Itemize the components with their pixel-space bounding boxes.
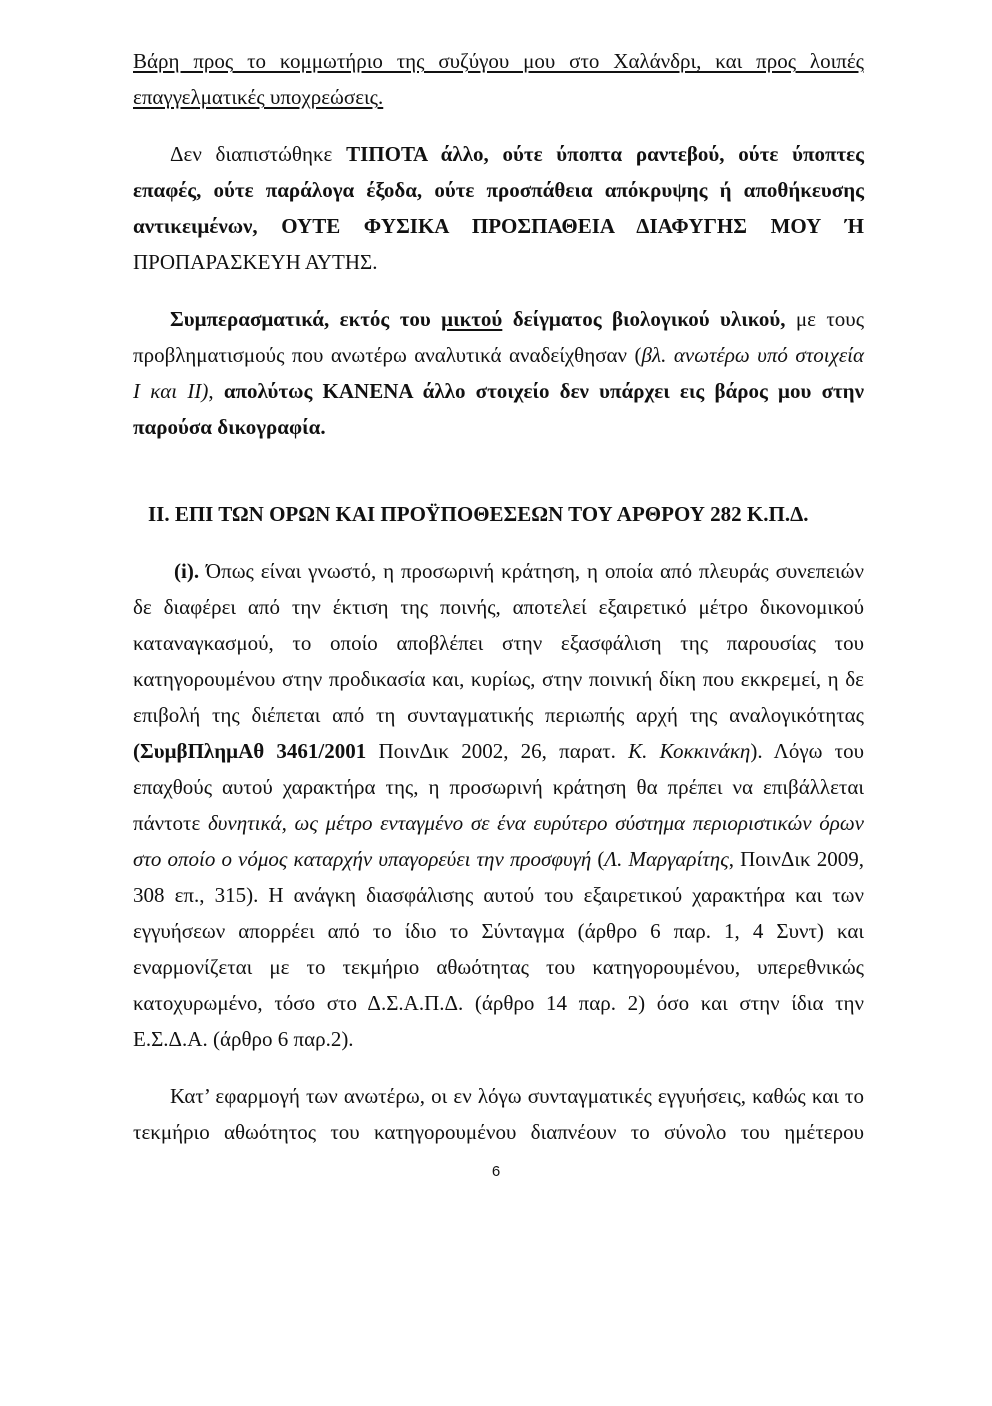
italic-text: Ι και ΙΙ) bbox=[133, 379, 209, 403]
paragraph-line bbox=[133, 212, 864, 240]
paragraph-line: εναρμονίζεται με το τεκμήριο αθωότητας του κατηγορουμένου, υπερεθνικώς bbox=[133, 955, 864, 979]
paragraph-line bbox=[174, 557, 864, 585]
text-run: ΠοινΔικ 2002, 26, παρατ. bbox=[366, 739, 629, 763]
bold-text: δείγματος βιολογικού υλικού, bbox=[502, 307, 786, 331]
text-run: με τους bbox=[785, 307, 865, 331]
paragraph-line: επιβολή της διέπεται από τη συνταγματικής περιωπής αρχή της αναλογικότητας bbox=[133, 703, 864, 727]
italic-text: Λ. Μαργαρίτης bbox=[604, 847, 729, 871]
paragraph-line: επαχθούς αυτού χαρακτήρα της, η προσωρινή κράτηση θα πρέπει να επιβάλλεται bbox=[133, 775, 864, 799]
italic-text: Κ. Κοκκινάκη bbox=[628, 739, 751, 763]
bold-text: (i). bbox=[174, 559, 200, 583]
bold-text: Συμπερασματικά, εκτός του bbox=[170, 307, 442, 331]
paragraph-line: τεκμήριο αθωότητος του κατηγορουμένου διαπνέουν το σύνολο του ημέτερου bbox=[133, 1120, 864, 1144]
bold-underlined-text: μικτού bbox=[441, 307, 503, 331]
bold-text: επαφές, ούτε παράλογα έξοδα, ούτε προσπάθεια απόκρυψης ή αποθήκευσης bbox=[133, 178, 864, 202]
text-run: Όπως είναι γνωστό, η προσωρινή κράτηση, η οποία από πλευράς συνεπειών bbox=[199, 559, 864, 583]
paragraph-line: κατηγορουμένου στην προδικασία και, κυρίως, στην ποινική δίκη που εκκρεμεί, η δε bbox=[133, 667, 864, 691]
paragraph-line: επαγγελματικές υποχρεώσεις. bbox=[133, 85, 384, 109]
bold-text: (ΣυμβΠλημΑθ 3461/2001 bbox=[133, 739, 367, 763]
text-run: προβληματισμούς που ανωτέρω αναλυτικά αναδείχθησαν ( bbox=[133, 343, 642, 367]
paragraph-line: 308 επ., 315). Η ανάγκη διασφάλισης αυτού του εξαιρετικού χαρακτήρα και των bbox=[133, 883, 864, 907]
paragraph-line bbox=[133, 341, 864, 369]
paragraph-line bbox=[133, 413, 864, 441]
page-number: 6 bbox=[491, 1163, 501, 1180]
paragraph-line bbox=[170, 140, 864, 168]
paragraph-line: δε διαφέρει από την έκτιση της ποινής, αποτελεί εξαιρετικό μέτρο δικονομικού bbox=[133, 595, 864, 619]
text-run: Δεν διαπιστώθηκε bbox=[170, 142, 347, 166]
bold-text: ΤΙΠΟΤΑ άλλο, ούτε ύποπτα ραντεβού, ούτε ύποπτες bbox=[346, 142, 865, 166]
bold-text: αντικειμένων, ΟΥΤΕ ΦΥΣΙΚΑ ΠΡΟΣΠΑΘΕΙΑ ΔΙΑΦΥΓΗΣ ΜΟΥ Ή bbox=[133, 214, 864, 238]
paragraph-line: κατοχυρωμένο, τόσο στο Δ.Σ.Α.Π.Δ. (άρθρο 14 παρ. 2) όσο και στην ίδια την bbox=[133, 991, 864, 1015]
paragraph-line bbox=[170, 305, 864, 333]
paragraph-line bbox=[133, 176, 864, 204]
paragraph-line bbox=[133, 737, 864, 765]
paragraph-line bbox=[133, 377, 864, 405]
paragraph-line: εγγυήσεων απορρέει από το ίδιο το Σύνταγμα (άρθρο 6 παρ. 1, 4 Συντ) και bbox=[133, 919, 864, 943]
bold-text: απολύτως ΚΑΝΕΝΑ άλλο στοιχείο δεν υπάρχει εις βάρος μου στην bbox=[223, 379, 864, 403]
bold-text: παρούσα δικογραφία. bbox=[133, 415, 326, 439]
section-heading: ΙΙ. ΕΠΙ ΤΩΝ ΟΡΩΝ ΚΑΙ ΠΡΟΫΠΟΘΕΣΕΩΝ ΤΟΥ ΑΡΘΡΟΥ 282 Κ.Π.Δ. bbox=[148, 502, 809, 526]
paragraph-line bbox=[133, 809, 864, 837]
text-run: , bbox=[208, 379, 224, 403]
paragraph-line: Ε.Σ.Δ.Α. (άρθρο 6 παρ.2). bbox=[133, 1027, 354, 1051]
paragraph-line: ΠΡΟΠΑΡΑΣΚΕΥΗ ΑΥΤΗΣ. bbox=[133, 250, 378, 274]
paragraph-line: καταναγκασμού, το οποίο αποβλέπει στην εξασφάλιση της παρουσίας του bbox=[133, 631, 864, 655]
paragraph-line: Βάρη προς το κομμωτήριο της συζύγου μου στο Χαλάνδρι, και προς λοιπές bbox=[133, 49, 864, 73]
italic-text: στο οποίο ο νόμος καταρχήν υπαγορεύει την προσφυγή bbox=[133, 847, 592, 871]
text-run: ). Λόγω του bbox=[750, 739, 864, 763]
text-run: ( bbox=[591, 847, 605, 871]
paragraph-line bbox=[133, 845, 864, 873]
italic-text: δυνητικά, ως μέτρο ενταγμένο σε ένα ευρύτερο σύστημα περιοριστικών όρων bbox=[207, 811, 864, 835]
text-run: , ΠοινΔικ 2009, bbox=[728, 847, 865, 871]
paragraph-line: Κατ’ εφαρμογή των ανωτέρω, οι εν λόγω συνταγματικές εγγυήσεις, καθώς και το bbox=[170, 1084, 864, 1108]
text-run: πάντοτε bbox=[133, 811, 208, 835]
italic-text: βλ. ανωτέρω υπό στοιχεία bbox=[641, 343, 864, 367]
